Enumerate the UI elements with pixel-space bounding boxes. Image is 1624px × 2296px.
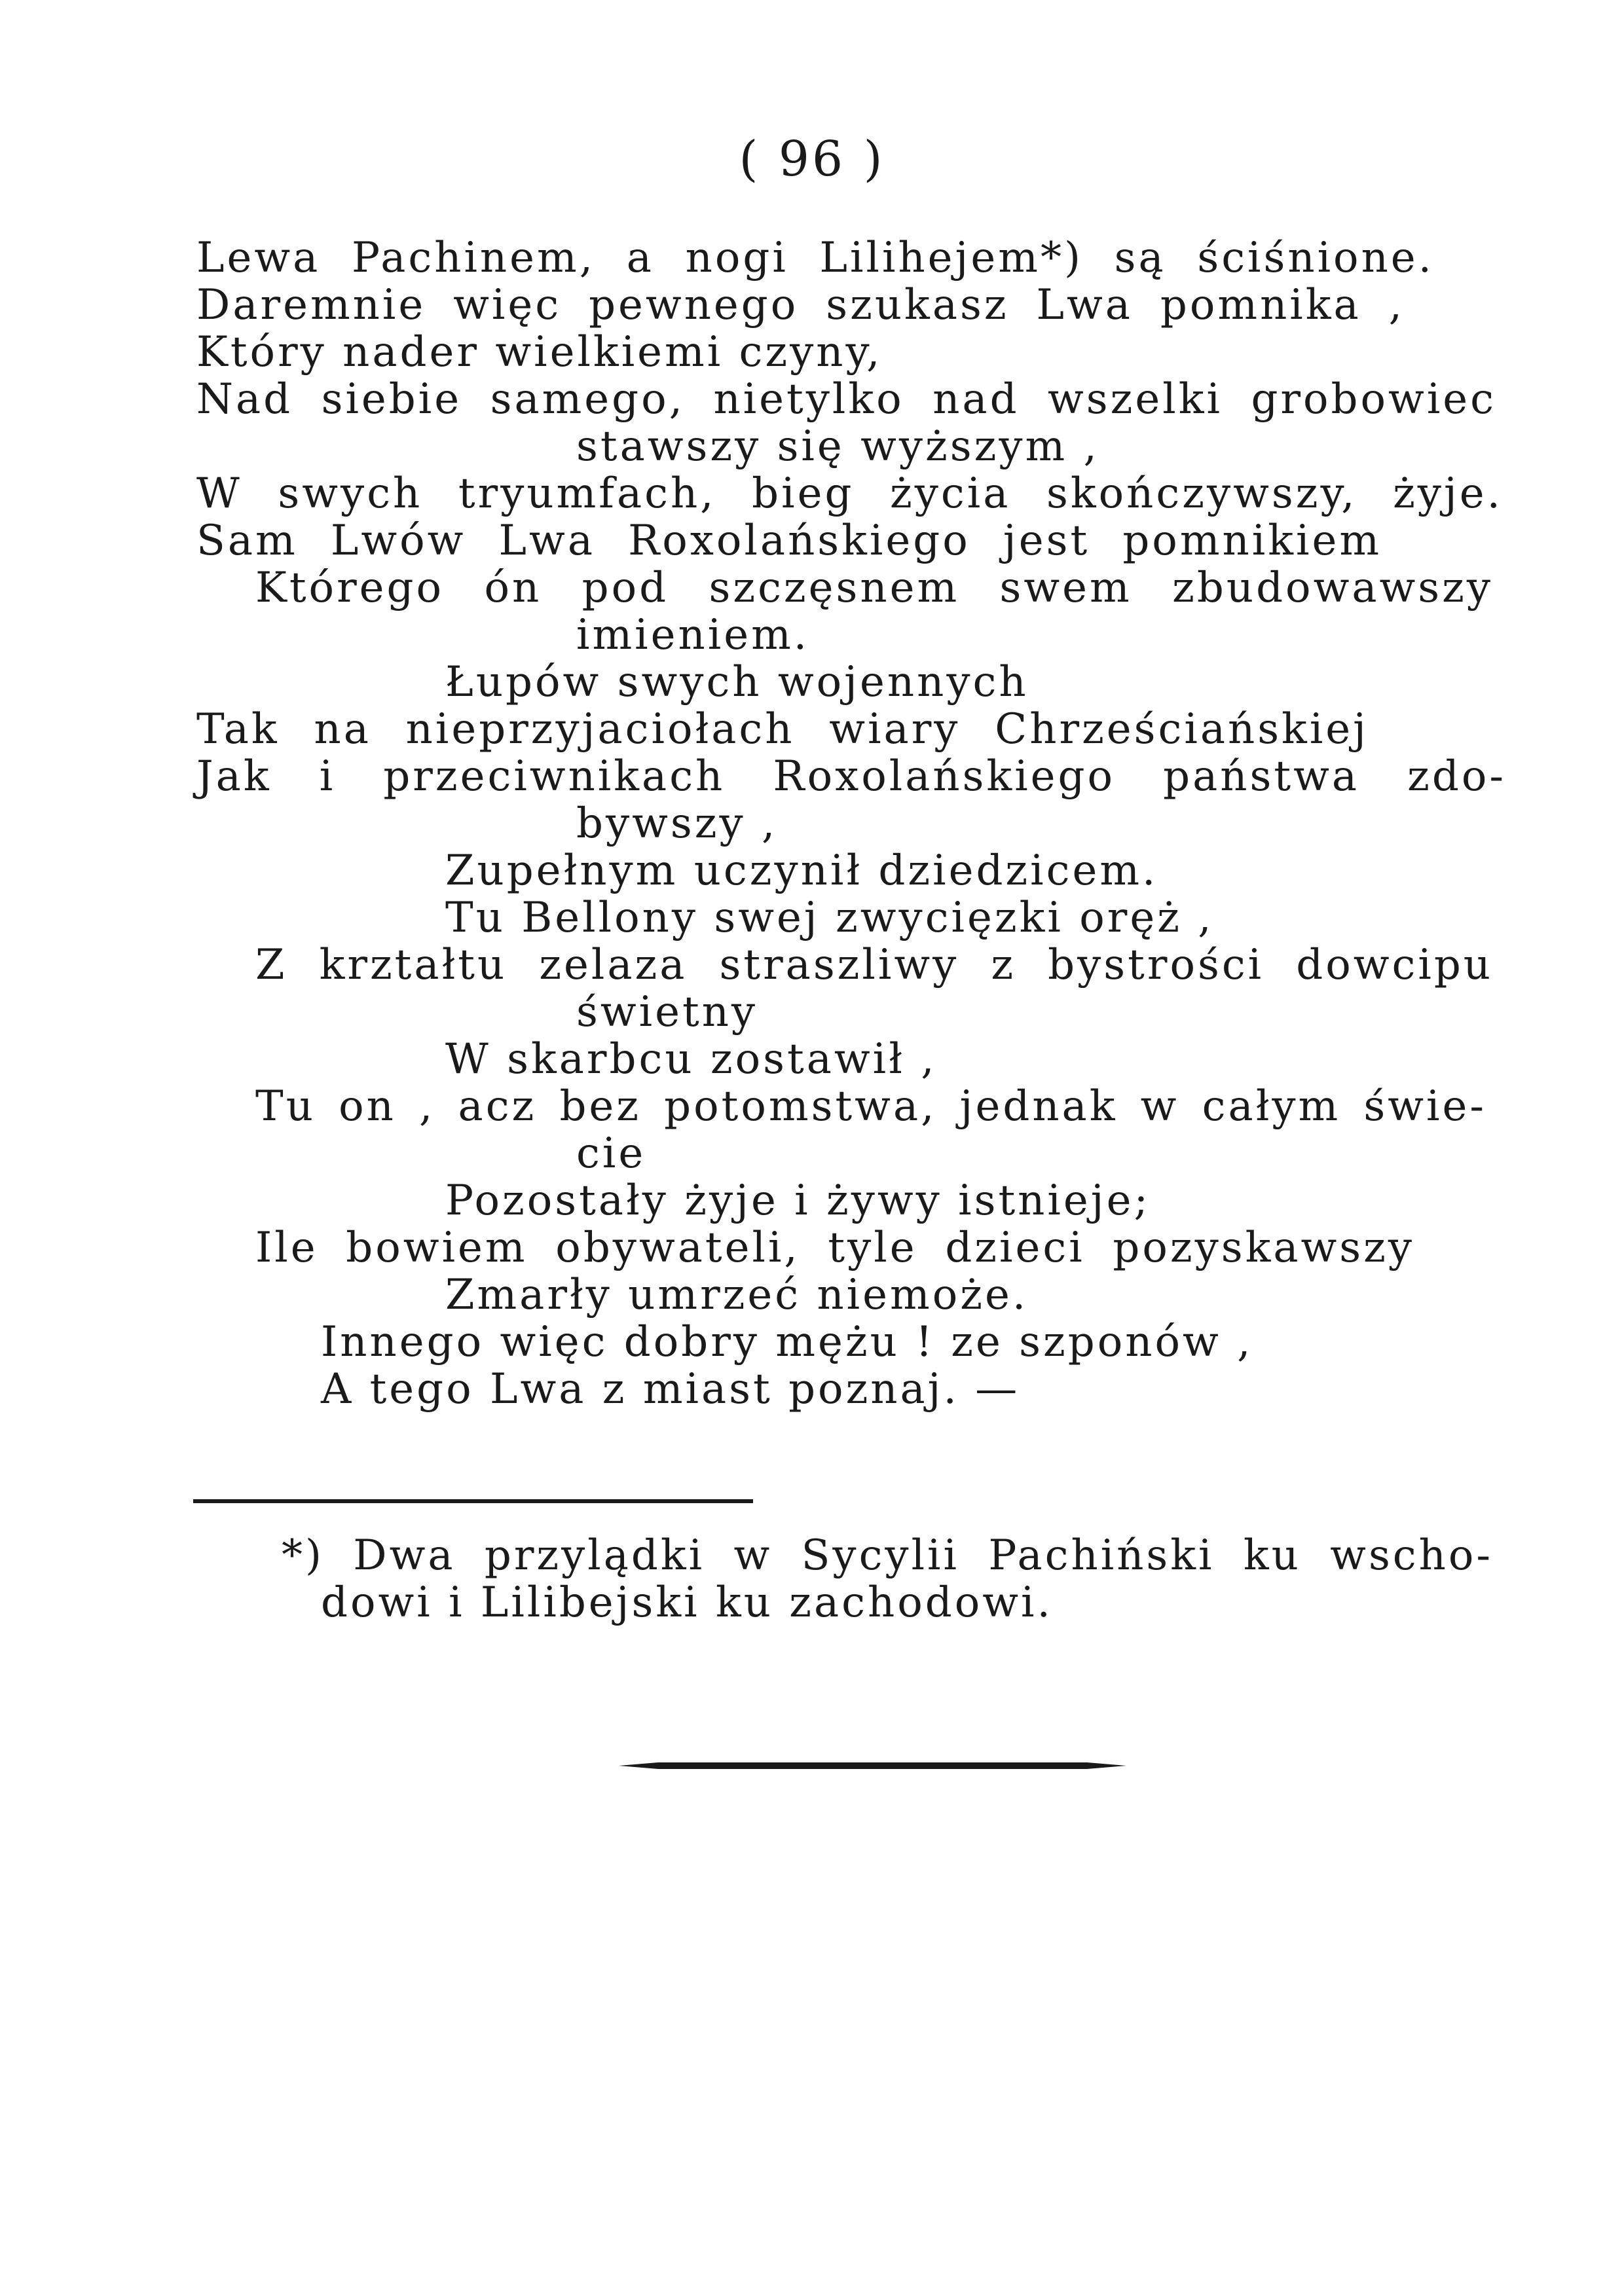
poem-line: Innego więc dobry mężu ! ze szponów , xyxy=(321,1318,1253,1366)
poem-line: Daremnie więc pewnego szukasz Lwa pomnika , xyxy=(196,281,1405,329)
poem-line: Pozostały żyje i żywy istnieje; xyxy=(445,1176,1151,1225)
end-ornament-rule xyxy=(619,1761,1126,1770)
poem-line: bywszy , xyxy=(576,799,778,848)
poem-line: W swych tryumfach, bieg życia skończywszy, żyje. xyxy=(196,469,1503,518)
poem-line: Tak na nieprzyjaciołach wiary Chrześciańskiej xyxy=(196,705,1369,754)
poem-line: cie xyxy=(576,1129,646,1178)
poem-line: Którego ón pod szczęsnem swem zbudowawszy xyxy=(255,564,1493,612)
footnote-line: dowi i Lilibejski ku zachodowi. xyxy=(321,1578,1053,1627)
poem-line: Zupełnym uczynił dziedzicem. xyxy=(445,847,1158,895)
poem-line: Tu on , acz bez potomstwa, jednak w całym świe- xyxy=(255,1082,1486,1131)
poem-line: Nad siebie samego, nietylko nad wszelki grobowiec xyxy=(196,375,1496,424)
poem-line: W skarbcu zostawił , xyxy=(445,1035,937,1084)
poem-line: A tego Lwa z miast poznaj. — xyxy=(321,1365,1020,1413)
footnote-separator-rule xyxy=(193,1499,753,1503)
poem-line: Który nader wielkiemi czyny, xyxy=(196,328,883,376)
page-number: ( 96 ) xyxy=(739,131,885,187)
poem-line: Jak i przeciwnikach Roxolańskiego państwa zdo- xyxy=(196,752,1506,801)
footnote-line: *) Dwa przylądki w Sycylii Pachiński ku wscho- xyxy=(282,1531,1493,1580)
poem-line: świetny xyxy=(576,988,758,1036)
poem-line: Lewa Pachinem, a nogi Lilihejem*) są ściśnione. xyxy=(196,234,1434,282)
poem-line: Ile bowiem obywateli, tyle dzieci pozyskawszy xyxy=(255,1224,1414,1272)
poem-line: Tu Bellony swej zwycięzki oręż , xyxy=(445,894,1214,942)
poem-line: Łupów swych wojennych xyxy=(445,658,1029,706)
poem-line: Sam Lwów Lwa Roxolańskiego jest pomnikiem xyxy=(196,517,1382,565)
poem-line: Z krztałtu zelaza straszliwy z bystrości dowcipu xyxy=(255,941,1493,989)
poem-line: Zmarły umrzeć niemoże. xyxy=(445,1271,1029,1319)
poem-line: stawszy się wyższym , xyxy=(576,422,1099,471)
poem-line: imieniem. xyxy=(576,611,810,659)
